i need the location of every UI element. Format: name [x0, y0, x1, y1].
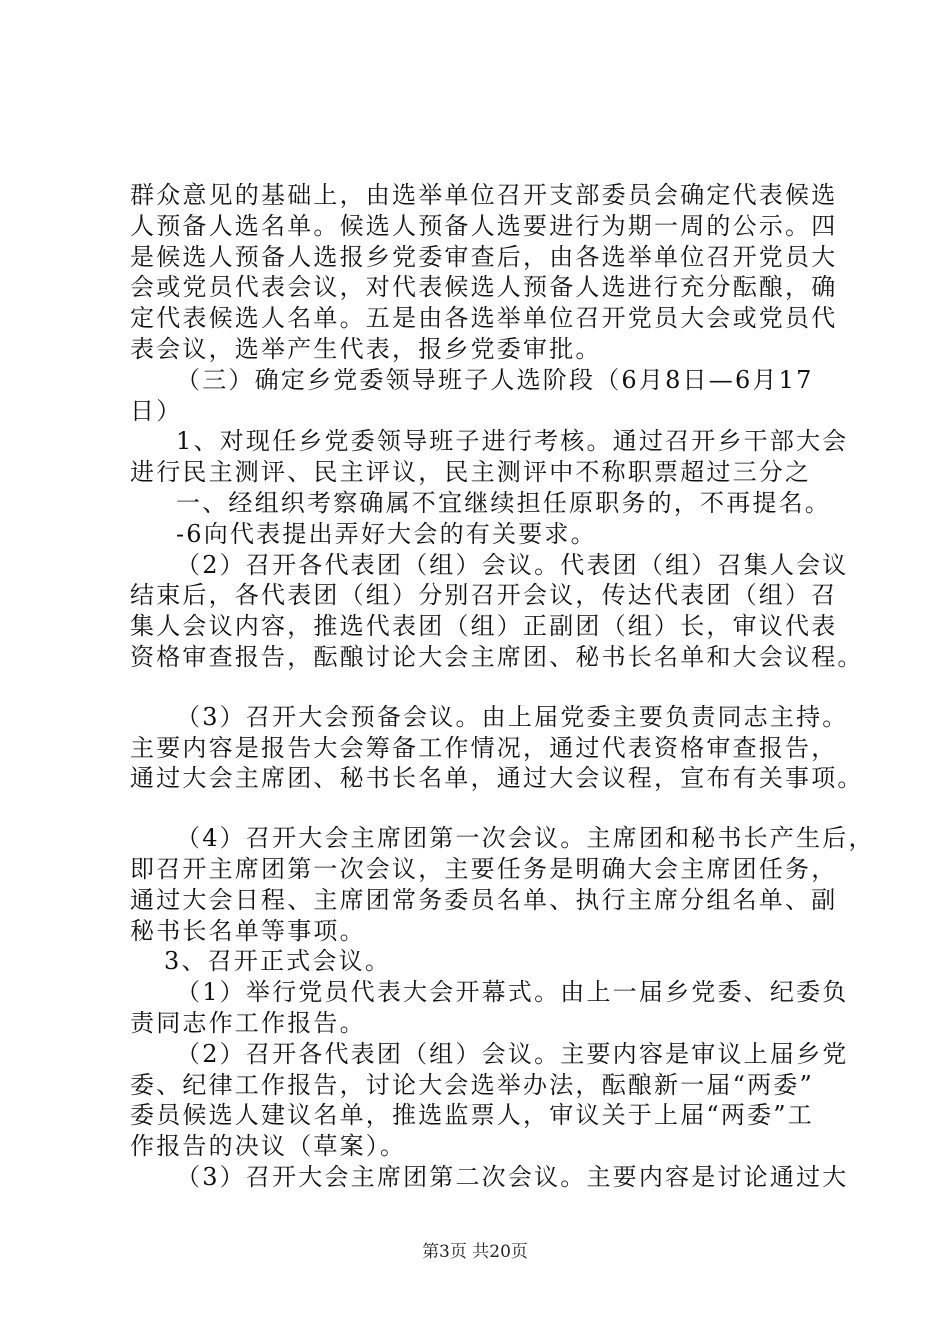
paragraph-start: （2）召开各代表团（组）会议。代表团（组）召集人会议: [176, 550, 849, 579]
text-line: 作报告的决议（草案）。: [130, 1132, 407, 1161]
text-line: 秘书长名单等事项。: [130, 916, 366, 945]
page-number-footer: 第3页 共20页: [422, 1242, 528, 1262]
text-line: 日）: [130, 396, 183, 425]
text-line: 结束后，各代表团（组）分别召开会议，传达代表团（组）召: [130, 581, 838, 610]
paragraph-start: 一、经组织考察确属不宜继续担任原职务的，不再提名。: [176, 489, 831, 517]
text-line: 人预备人选名单。候选人预备人选要进行为期一周的公示。四: [130, 211, 838, 240]
paragraph-start: 3、召开正式会议。: [164, 947, 392, 976]
paragraph-start: （2）召开各代表团（组）会议。主要内容是审议上届乡党: [176, 1039, 849, 1068]
text-line: 是候选人预备人选报乡党委审查后，由各选举单位召开党员大: [130, 242, 838, 271]
text-line: 进行民主测评、民主评议，民主测评中不称职票超过三分之: [130, 458, 812, 487]
text-line: 通过大会日程、主席团常务委员名单、执行主席分组名单、副: [130, 885, 838, 914]
paragraph-start: -6向代表提出弄好大会的有关要求。: [176, 519, 597, 548]
text-line: 定代表候选人名单。五是由各选举单位召开党员大会或党员代: [130, 304, 838, 333]
text-line: 表会议，选举产生代表，报乡党委审批。: [130, 335, 602, 363]
section-heading: （三）确定乡党委领导班子人选阶段（6月8日—6月17: [176, 365, 814, 394]
text-line: 通过大会主席团、秘书长名单，通过大会议程，宣布有关事项。: [130, 764, 864, 793]
paragraph-start: （3）召开大会预备会议。由上届党委主要负责同志主持。: [176, 702, 849, 731]
paragraph-start: （3）召开大会主席团第二次会议。主要内容是讨论通过大: [176, 1163, 849, 1191]
text-line: 委员候选人建议名单，推选监票人，审议关于上届“两委”工: [130, 1101, 814, 1130]
paragraph-start: （4）召开大会主席团第一次会议。主席团和秘书长产生后，: [176, 824, 875, 853]
paragraph-start: 1、对现任乡党委领导班子进行考核。通过召开乡干部大会: [176, 427, 849, 456]
text-line: 集人会议内容，推选代表团（组）正副团（组）长，审议代表: [130, 612, 838, 641]
paragraph-start: （1）举行党员代表大会开幕式。由上一届乡党委、纪委负: [176, 978, 849, 1007]
text-line: 委、纪律工作报告，讨论大会选举办法，酝酿新一届“两委”: [130, 1070, 814, 1099]
text-line: 资格审查报告，酝酿讨论大会主席团、秘书长名单和大会议程。: [130, 643, 864, 671]
text-line: 即召开主席团第一次会议，主要任务是明确大会主席团任务，: [130, 855, 838, 883]
text-line: 责同志作工作报告。: [130, 1009, 366, 1037]
text-line: 主要内容是报告大会筹备工作情况，通过代表资格审查报告，: [130, 733, 838, 762]
text-line: 会或党员代表会议，对代表候选人预备人选进行充分酝酿，确: [130, 273, 838, 302]
text-line: 群众意见的基础上，由选举单位召开支部委员会确定代表候选: [130, 181, 838, 209]
